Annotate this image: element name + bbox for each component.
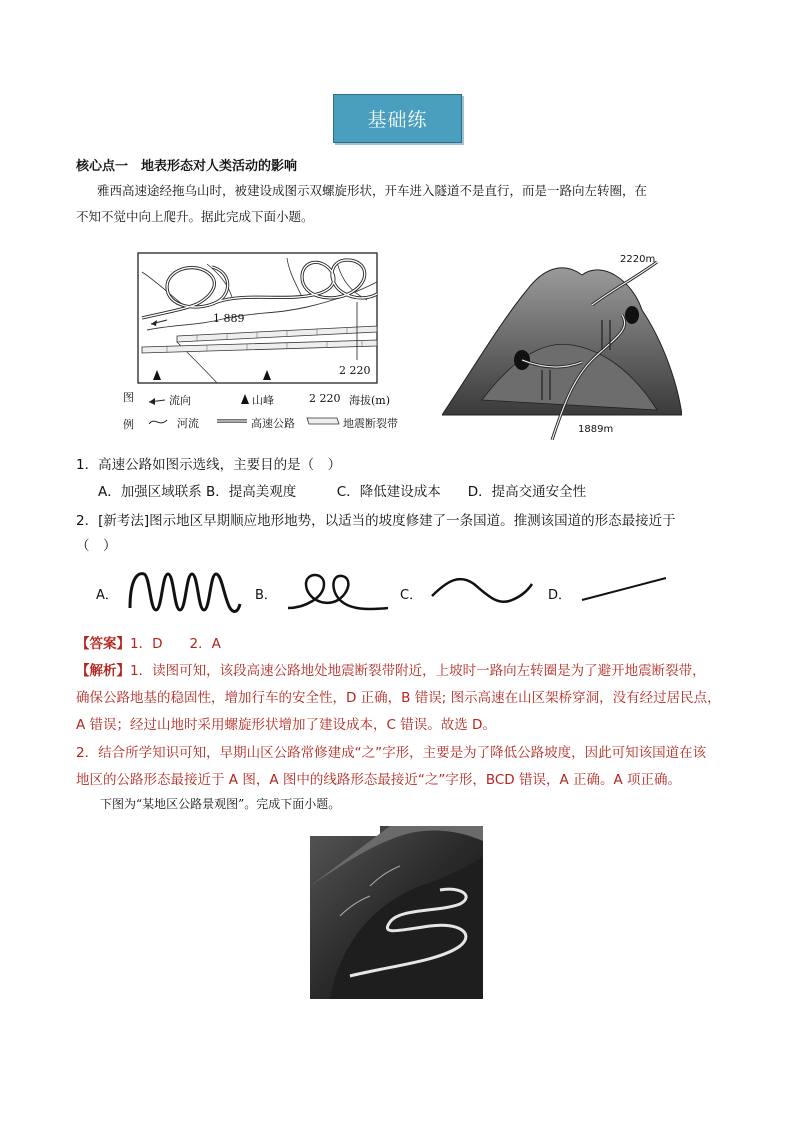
option-c-wave-shape — [428, 570, 536, 610]
legend-peak: 山峰 — [252, 394, 274, 407]
analysis-label: 【解析】 — [76, 663, 130, 679]
intro-line-2: 不知不觉中向上爬升。据此完成下面小题。 — [76, 209, 314, 224]
analysis-line-2: 确保公路地基的稳固性，增加行车的安全性，D 正确，B 错误; 图示高速在山区架桥穿洞，没有经过居民点， — [76, 690, 721, 706]
legend-flow: 流向 — [169, 394, 191, 407]
legend-fault: 地震断裂带 — [343, 417, 398, 430]
elevation-label-high: 2 220 — [339, 364, 371, 377]
answer-label: 【答案】 — [76, 636, 130, 652]
question-1-stem: 1．高速公路如图示选线，主要目的是（ ） — [76, 457, 342, 473]
option-a-zigzag-shape — [126, 568, 244, 616]
answer-line — [76, 632, 221, 652]
elevation-label-low: 1 889 — [213, 312, 245, 325]
intro-line-1: 雅西高速途经拖乌山时，被建设成图示双螺旋形状，开车进入隧道不是直行，而是一路向左转圈，在 — [97, 183, 648, 198]
route-map-graphic — [137, 252, 417, 437]
analysis-line-1 — [76, 659, 706, 679]
option-b-loop-shape — [284, 568, 392, 616]
option-d-straight-shape — [578, 572, 670, 606]
model-bottom-elevation: 1889m — [578, 424, 614, 435]
route-map — [123, 252, 417, 437]
legend-highway: 高速公路 — [251, 417, 295, 430]
section-title: 基础练 — [333, 94, 462, 143]
road-landscape-photo — [310, 826, 483, 999]
legend-river: 河流 — [177, 417, 199, 430]
option-b-label: B． — [255, 588, 277, 603]
option-c-label: C． — [400, 588, 423, 603]
question-2-paren: （ ） — [76, 538, 117, 554]
analysis-text-1: 1．读图可知，该段高速公路地处地震断裂带附近，上坡时一路向左转圈是为了避开地震断裂带， — [130, 663, 706, 679]
legend-title-1: 图 — [123, 391, 134, 404]
road-photo-graphic — [310, 826, 483, 999]
legend-elev-value: 2 220 — [309, 392, 341, 405]
analysis-line-5: 地区的公路形态最接近于 A 图，A 图中的线路形态最接近“之”字形，BCD 错误，A 正确。A 项正确。 — [76, 772, 682, 788]
option-d-label: D． — [548, 588, 572, 603]
model-top-elevation: 2220m — [620, 254, 656, 265]
analysis-line-4: 2．结合所学知识可知，早期山区公路常修建成“之”字形，主要是为了降低公路坡度，因此可知该国道在该 — [76, 745, 707, 761]
option-a-label: A． — [96, 588, 118, 603]
legend-title-2: 例 — [123, 418, 134, 431]
mountain-model-graphic — [442, 250, 682, 440]
analysis-line-3: A 错误；经过山地时采用螺旋形状增加了建设成本，C 错误。故选 D。 — [76, 717, 496, 733]
photo-intro: 下图为“某地区公路景观图”。完成下面小题。 — [100, 797, 341, 811]
question-2-stem: 2．[新考法]图示地区早期顺应地形地势，以适当的坡度修建了一条国道。推测该国道的形态最接近于 — [76, 513, 676, 529]
question-1-options: A．加强区域联系 B．提高美观度 C．降低建设成本 D．提高交通安全性 — [98, 484, 587, 500]
legend-elevation: 海拔(m) — [349, 394, 391, 407]
section-heading: 核心点一 地表形态对人类活动的影响 — [76, 159, 298, 174]
mountain-model — [442, 250, 682, 440]
answer-text: 1．D 2．A — [130, 636, 221, 652]
